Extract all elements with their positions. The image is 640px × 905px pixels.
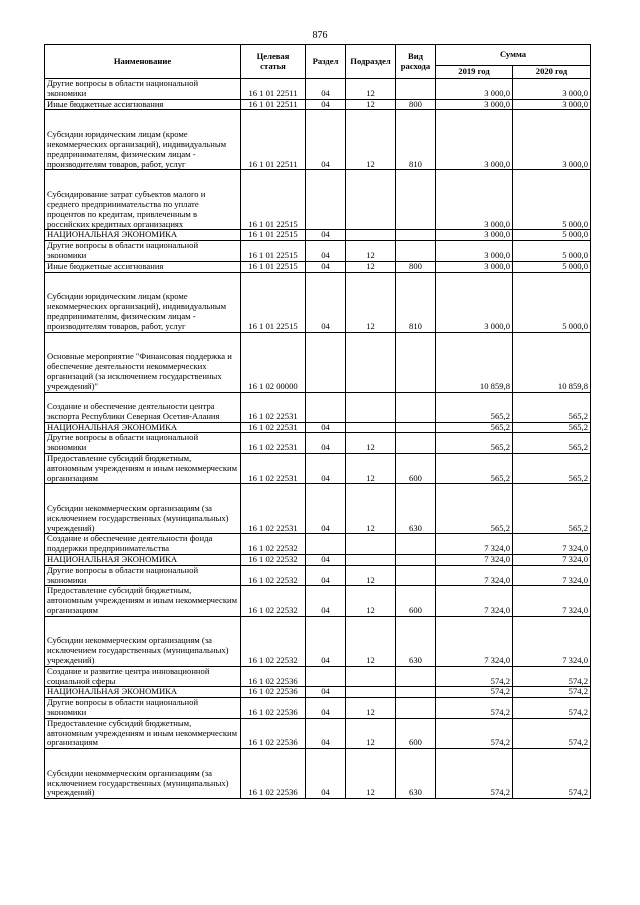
cell-amount-2020: 574,2 <box>513 687 591 698</box>
cell-expense-type: 800 <box>396 99 436 110</box>
cell-name: Субсидии некоммерческим организациям (за исключением государственных (муниципальных) учреждений) <box>45 484 241 534</box>
cell-section: 04 <box>306 99 346 110</box>
table-row <box>45 99 591 110</box>
table-row <box>45 110 591 170</box>
cell-expense-type <box>396 332 436 392</box>
table-row <box>45 453 591 483</box>
cell-name: Основные мероприятие "Финансовая поддержка и обеспечение деятельности некоммерческих организаций (за исключением государственных учреждений)" <box>45 332 241 392</box>
cell-amount-2019: 7 324,0 <box>436 565 513 586</box>
table-row <box>45 422 591 433</box>
cell-amount-2019: 3 000,0 <box>436 79 513 100</box>
cell-amount-2020: 574,2 <box>513 749 591 799</box>
cell-expense-type <box>396 554 436 565</box>
cell-target: 16 1 02 22536 <box>241 687 306 698</box>
cell-target: 16 1 02 22536 <box>241 666 306 687</box>
cell-amount-2020: 5 000,0 <box>513 272 591 332</box>
cell-amount-2019: 10 859,8 <box>436 332 513 392</box>
cell-amount-2019: 3 000,0 <box>436 110 513 170</box>
cell-amount-2020: 574,2 <box>513 718 591 748</box>
cell-name: Субсидии юридическим лицам (кроме некоммерческих организаций), индивидуальным предпринимателям, физическим лицам - производителям товаров, работ, услуг <box>45 272 241 332</box>
cell-section: 04 <box>306 230 346 241</box>
cell-expense-type: 630 <box>396 484 436 534</box>
cell-expense-type <box>396 534 436 555</box>
cell-target: 16 1 02 22532 <box>241 616 306 666</box>
cell-name: Субсидии некоммерческим организациям (за исключением государственных (муниципальных) учреждений) <box>45 749 241 799</box>
cell-amount-2020: 3 000,0 <box>513 79 591 100</box>
table-row <box>45 616 591 666</box>
table-row <box>45 586 591 616</box>
cell-section <box>306 170 346 230</box>
cell-section <box>306 332 346 392</box>
cell-name: Другие вопросы в области национальной экономики <box>45 79 241 100</box>
table-row <box>45 749 591 799</box>
cell-amount-2019: 3 000,0 <box>436 170 513 230</box>
cell-amount-2019: 3 000,0 <box>436 99 513 110</box>
cell-amount-2019: 565,2 <box>436 484 513 534</box>
cell-subsection: 12 <box>346 698 396 719</box>
cell-amount-2020: 565,2 <box>513 433 591 454</box>
table-body <box>45 79 591 799</box>
cell-name: Другие вопросы в области национальной экономики <box>45 241 241 262</box>
cell-subsection: 12 <box>346 749 396 799</box>
cell-subsection <box>346 392 396 422</box>
cell-amount-2019: 3 000,0 <box>436 261 513 272</box>
table-row <box>45 565 591 586</box>
cell-subsection: 12 <box>346 586 396 616</box>
cell-expense-type <box>396 433 436 454</box>
cell-amount-2020: 574,2 <box>513 666 591 687</box>
cell-name: НАЦИОНАЛЬНАЯ ЭКОНОМИКА <box>45 422 241 433</box>
cell-amount-2019: 7 324,0 <box>436 534 513 555</box>
cell-subsection: 12 <box>346 261 396 272</box>
cell-target: 16 1 01 22511 <box>241 99 306 110</box>
cell-section: 04 <box>306 422 346 433</box>
cell-target: 16 1 01 22515 <box>241 230 306 241</box>
cell-target: 16 1 02 22536 <box>241 749 306 799</box>
cell-name: НАЦИОНАЛЬНАЯ ЭКОНОМИКА <box>45 230 241 241</box>
cell-target: 16 1 02 22536 <box>241 698 306 719</box>
cell-subsection <box>346 230 396 241</box>
cell-name: Иные бюджетные ассигнования <box>45 99 241 110</box>
table-row <box>45 484 591 534</box>
cell-amount-2020: 574,2 <box>513 698 591 719</box>
cell-section: 04 <box>306 565 346 586</box>
cell-amount-2019: 574,2 <box>436 698 513 719</box>
cell-target: 16 1 02 22531 <box>241 453 306 483</box>
cell-expense-type <box>396 698 436 719</box>
cell-name: Иные бюджетные ассигнования <box>45 261 241 272</box>
header-year-2019: 2019 год <box>436 66 513 79</box>
cell-subsection: 12 <box>346 453 396 483</box>
cell-target: 16 1 02 22531 <box>241 484 306 534</box>
page-number: 876 <box>312 30 328 41</box>
table-row <box>45 332 591 392</box>
cell-expense-type <box>396 422 436 433</box>
cell-amount-2019: 7 324,0 <box>436 586 513 616</box>
cell-section: 04 <box>306 433 346 454</box>
cell-amount-2020: 7 324,0 <box>513 565 591 586</box>
table-header <box>45 45 591 79</box>
cell-section: 04 <box>306 110 346 170</box>
cell-section: 04 <box>306 749 346 799</box>
cell-expense-type: 810 <box>396 110 436 170</box>
cell-amount-2020: 565,2 <box>513 453 591 483</box>
header-amount: Сумма <box>436 45 591 66</box>
cell-amount-2020: 7 324,0 <box>513 534 591 555</box>
cell-subsection <box>346 687 396 698</box>
cell-target: 16 1 01 22515 <box>241 261 306 272</box>
cell-target: 16 1 01 22515 <box>241 272 306 332</box>
table-row <box>45 261 591 272</box>
cell-amount-2020: 7 324,0 <box>513 586 591 616</box>
cell-name: Создание и развитие центра инновационной социальной сферы <box>45 666 241 687</box>
cell-expense-type: 630 <box>396 749 436 799</box>
table-row <box>45 272 591 332</box>
cell-target: 16 1 02 22536 <box>241 718 306 748</box>
cell-expense-type <box>396 392 436 422</box>
table-row <box>45 170 591 230</box>
table-row <box>45 687 591 698</box>
cell-amount-2019: 565,2 <box>436 392 513 422</box>
cell-amount-2020: 5 000,0 <box>513 170 591 230</box>
header-expense-type: Вид расхода <box>396 45 436 79</box>
cell-target: 16 1 02 22531 <box>241 422 306 433</box>
cell-subsection <box>346 554 396 565</box>
table-row <box>45 698 591 719</box>
cell-amount-2019: 574,2 <box>436 718 513 748</box>
cell-expense-type: 800 <box>396 261 436 272</box>
cell-amount-2020: 565,2 <box>513 422 591 433</box>
cell-name: Создание и обеспечение деятельности фонда поддержки предпринимательства <box>45 534 241 555</box>
cell-name: Субсидирование затрат субъектов малого и среднего предпринимательства по уплате процентов по кредитам, привлеченным в российских кредитных организациях <box>45 170 241 230</box>
budget-table <box>44 44 591 799</box>
cell-section: 04 <box>306 554 346 565</box>
table-row <box>45 392 591 422</box>
cell-amount-2019: 7 324,0 <box>436 616 513 666</box>
cell-section: 04 <box>306 484 346 534</box>
header-subsection: Подраздел <box>346 45 396 79</box>
cell-subsection: 12 <box>346 433 396 454</box>
cell-amount-2019: 3 000,0 <box>436 272 513 332</box>
cell-expense-type: 630 <box>396 616 436 666</box>
cell-subsection: 12 <box>346 484 396 534</box>
cell-amount-2020: 7 324,0 <box>513 554 591 565</box>
cell-expense-type <box>396 565 436 586</box>
table-row <box>45 241 591 262</box>
cell-subsection: 12 <box>346 718 396 748</box>
cell-subsection <box>346 534 396 555</box>
cell-section: 04 <box>306 453 346 483</box>
cell-amount-2020: 5 000,0 <box>513 230 591 241</box>
cell-name: Субсидии некоммерческим организациям (за исключением государственных (муниципальных) учреждений) <box>45 616 241 666</box>
table-row <box>45 79 591 100</box>
cell-section: 04 <box>306 718 346 748</box>
cell-amount-2020: 5 000,0 <box>513 261 591 272</box>
cell-amount-2019: 565,2 <box>436 453 513 483</box>
cell-section: 04 <box>306 586 346 616</box>
cell-section <box>306 666 346 687</box>
cell-amount-2019: 7 324,0 <box>436 554 513 565</box>
header-section: Раздел <box>306 45 346 79</box>
cell-section: 04 <box>306 272 346 332</box>
cell-name: Предоставление субсидий бюджетным, автономным учреждениям и иным некоммерческим организациям <box>45 586 241 616</box>
table-row <box>45 534 591 555</box>
cell-subsection: 12 <box>346 110 396 170</box>
table-row <box>45 230 591 241</box>
cell-target: 16 1 01 22515 <box>241 241 306 262</box>
cell-section <box>306 392 346 422</box>
cell-name: Другие вопросы в области национальной экономики <box>45 433 241 454</box>
cell-amount-2020: 3 000,0 <box>513 110 591 170</box>
cell-amount-2020: 565,2 <box>513 392 591 422</box>
cell-section: 04 <box>306 687 346 698</box>
cell-subsection <box>346 666 396 687</box>
cell-amount-2020: 3 000,0 <box>513 99 591 110</box>
cell-name: Субсидии юридическим лицам (кроме некоммерческих организаций), индивидуальным предпринимателям, физическим лицам - производителям товаров, работ, услуг <box>45 110 241 170</box>
cell-target: 16 1 01 22515 <box>241 170 306 230</box>
cell-expense-type: 600 <box>396 718 436 748</box>
cell-expense-type <box>396 666 436 687</box>
cell-section: 04 <box>306 241 346 262</box>
cell-name: НАЦИОНАЛЬНАЯ ЭКОНОМИКА <box>45 687 241 698</box>
cell-subsection: 12 <box>346 99 396 110</box>
cell-subsection <box>346 422 396 433</box>
cell-amount-2020: 5 000,0 <box>513 241 591 262</box>
cell-section: 04 <box>306 616 346 666</box>
cell-amount-2020: 565,2 <box>513 484 591 534</box>
cell-amount-2019: 565,2 <box>436 422 513 433</box>
cell-target: 16 1 02 22532 <box>241 565 306 586</box>
cell-amount-2019: 3 000,0 <box>436 230 513 241</box>
table-row <box>45 718 591 748</box>
cell-subsection <box>346 170 396 230</box>
cell-expense-type <box>396 79 436 100</box>
cell-amount-2019: 3 000,0 <box>436 241 513 262</box>
cell-name: Другие вопросы в области национальной экономики <box>45 698 241 719</box>
cell-section <box>306 534 346 555</box>
header-target: Целевая статья <box>241 45 306 79</box>
cell-amount-2020: 10 859,8 <box>513 332 591 392</box>
cell-target: 16 1 02 22531 <box>241 392 306 422</box>
cell-amount-2019: 574,2 <box>436 749 513 799</box>
cell-expense-type <box>396 687 436 698</box>
header-name: Наименование <box>45 45 241 79</box>
cell-target: 16 1 01 22511 <box>241 79 306 100</box>
cell-subsection: 12 <box>346 241 396 262</box>
cell-subsection: 12 <box>346 616 396 666</box>
cell-name: Предоставление субсидий бюджетным, автономным учреждениям и иным некоммерческим организациям <box>45 453 241 483</box>
cell-expense-type <box>396 241 436 262</box>
cell-section: 04 <box>306 698 346 719</box>
cell-target: 16 1 01 22511 <box>241 110 306 170</box>
cell-target: 16 1 02 22532 <box>241 534 306 555</box>
cell-section: 04 <box>306 261 346 272</box>
table-row <box>45 554 591 565</box>
cell-expense-type: 600 <box>396 586 436 616</box>
cell-subsection: 12 <box>346 272 396 332</box>
cell-amount-2019: 574,2 <box>436 666 513 687</box>
header-year-2020: 2020 год <box>513 66 591 79</box>
cell-target: 16 1 02 22531 <box>241 433 306 454</box>
cell-subsection: 12 <box>346 79 396 100</box>
cell-target: 16 1 02 22532 <box>241 554 306 565</box>
cell-section: 04 <box>306 79 346 100</box>
cell-name: Предоставление субсидий бюджетным, автономным учреждениям и иным некоммерческим организациям <box>45 718 241 748</box>
cell-amount-2020: 7 324,0 <box>513 616 591 666</box>
cell-subsection <box>346 332 396 392</box>
cell-subsection: 12 <box>346 565 396 586</box>
cell-amount-2019: 565,2 <box>436 433 513 454</box>
cell-target: 16 1 02 00000 <box>241 332 306 392</box>
cell-expense-type <box>396 230 436 241</box>
cell-name: Создание и обеспечение деятельности центра экспорта Республики Северная Осетия-Алания <box>45 392 241 422</box>
cell-name: НАЦИОНАЛЬНАЯ ЭКОНОМИКА <box>45 554 241 565</box>
cell-expense-type: 810 <box>396 272 436 332</box>
cell-expense-type: 600 <box>396 453 436 483</box>
cell-expense-type <box>396 170 436 230</box>
cell-amount-2019: 574,2 <box>436 687 513 698</box>
cell-target: 16 1 02 22532 <box>241 586 306 616</box>
table-row <box>45 666 591 687</box>
table-row <box>45 433 591 454</box>
cell-name: Другие вопросы в области национальной экономики <box>45 565 241 586</box>
